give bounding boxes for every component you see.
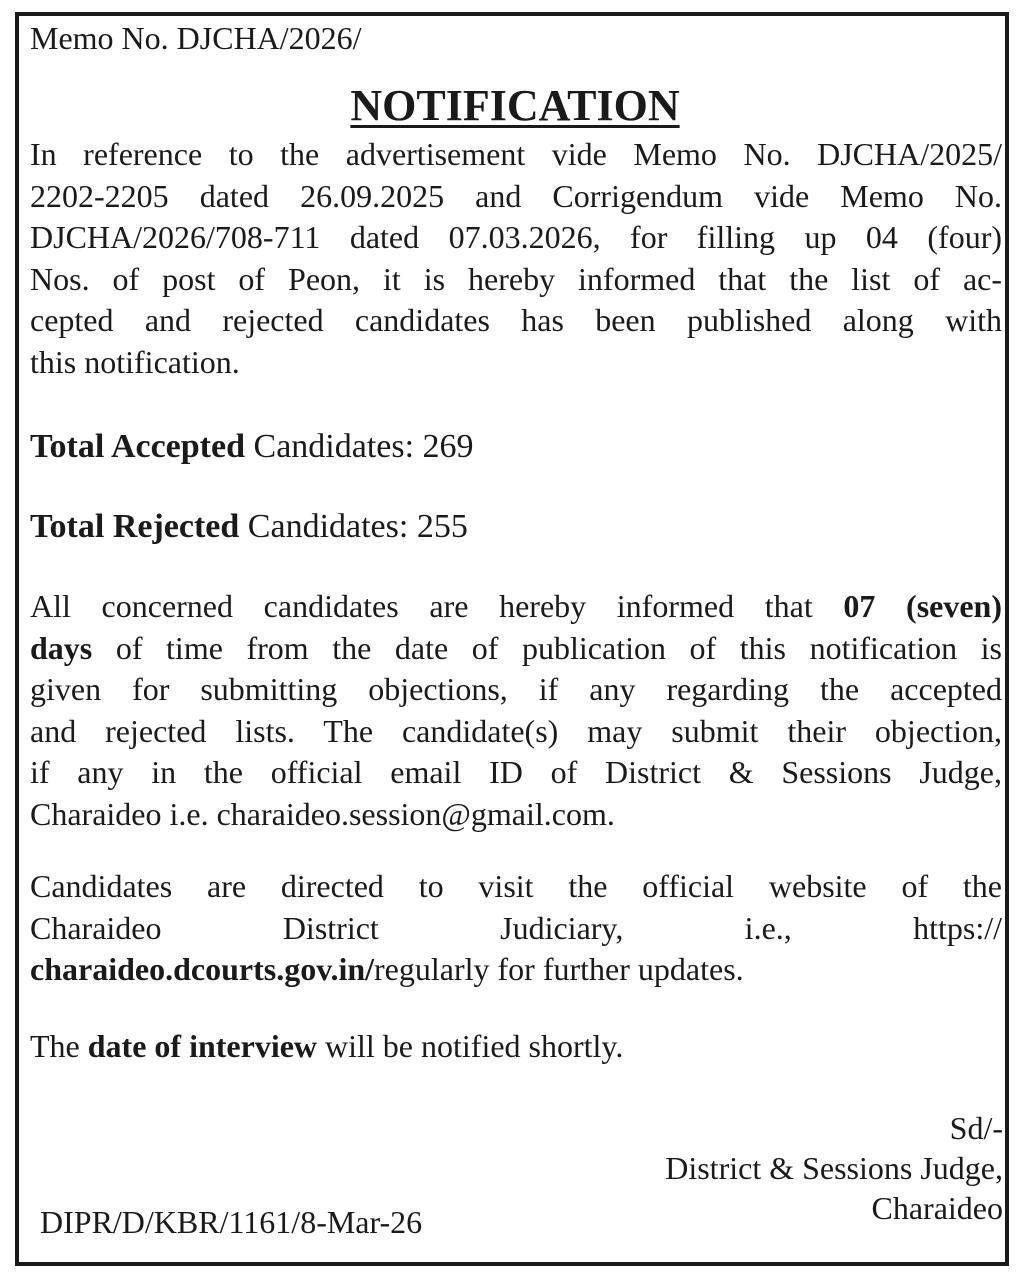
signature-place: Charaideo [871, 1190, 1003, 1226]
interview-bold: date of interview [87, 1028, 318, 1064]
intro-line: DJCHA/2026/708-711 dated 07.03.2026, for filling up 04 (four) [30, 219, 1002, 255]
objection-text: of time from the date of publication of this notification is [92, 629, 1002, 666]
objection-line [30, 586, 1002, 628]
interview-paragraph [30, 1026, 1002, 1068]
signature-designation: District & Sessions Judge, [665, 1150, 1003, 1186]
accepted-count: 269 [422, 428, 474, 465]
objection-days: 07 (seven) [843, 588, 1003, 624]
objection-email-line: Charaideo i.e. charaideo.session@gmail.com. [30, 795, 615, 832]
rejected-label: Total Rejected [30, 508, 240, 545]
interview-line [30, 1026, 1002, 1068]
website-line [30, 949, 1002, 991]
website-line: Charaideo District Judiciary, i.e., https:// [30, 909, 1002, 946]
website-url: charaideo.dcourts.gov.in/ [30, 951, 375, 987]
accepted-count-line [30, 426, 474, 468]
accepted-label: Total Accepted [30, 428, 246, 465]
objection-days-word: days [30, 629, 93, 666]
objection-line: and rejected lists. The candidate(s) may submit their objection, [30, 712, 1002, 749]
intro-line: cepted and rejected candidates has been published along with [30, 302, 1002, 338]
intro-line: this notification. [30, 343, 240, 380]
objection-line [30, 628, 1002, 670]
website-text: regularly for further updates. [374, 951, 744, 987]
objection-line: if any in the official email ID of District & Sessions Judge, [30, 754, 1002, 790]
notice-title [0, 80, 1030, 132]
interview-text: The [30, 1028, 88, 1064]
interview-text: will be notified shortly. [317, 1028, 624, 1064]
notice-title-text: NOTIFICATION [350, 81, 680, 130]
intro-line: In reference to the advertisement vide Memo No. DJCHA/2025/ [30, 136, 1002, 172]
memo-number: Memo No. DJCHA/2026/ [30, 20, 362, 56]
objection-line: given for submitting objections, if any regarding the accepted [30, 671, 1002, 707]
objection-text: All concerned candidates are hereby informed that [30, 588, 844, 624]
website-line: Candidates are directed to visit the official website of the [30, 868, 1002, 904]
website-paragraph [30, 866, 1002, 991]
signature-sd: Sd/- [949, 1110, 1003, 1146]
intro-line: 2202-2205 dated 26.09.2025 and Corrigendum vide Memo No. [30, 177, 1002, 214]
rejected-count-line [30, 506, 468, 548]
intro-paragraph [30, 134, 1002, 383]
dipr-code: DIPR/D/KBR/1161/8-Mar-26 [40, 1204, 423, 1240]
objection-paragraph [30, 586, 1002, 835]
intro-line: Nos. of post of Peon, it is hereby informed that the list of ac- [30, 260, 1002, 297]
accepted-label-rest: Candidates: [245, 428, 423, 465]
rejected-label-rest: Candidates: [239, 508, 417, 545]
rejected-count: 255 [416, 508, 468, 545]
signature-block [665, 1108, 1003, 1228]
